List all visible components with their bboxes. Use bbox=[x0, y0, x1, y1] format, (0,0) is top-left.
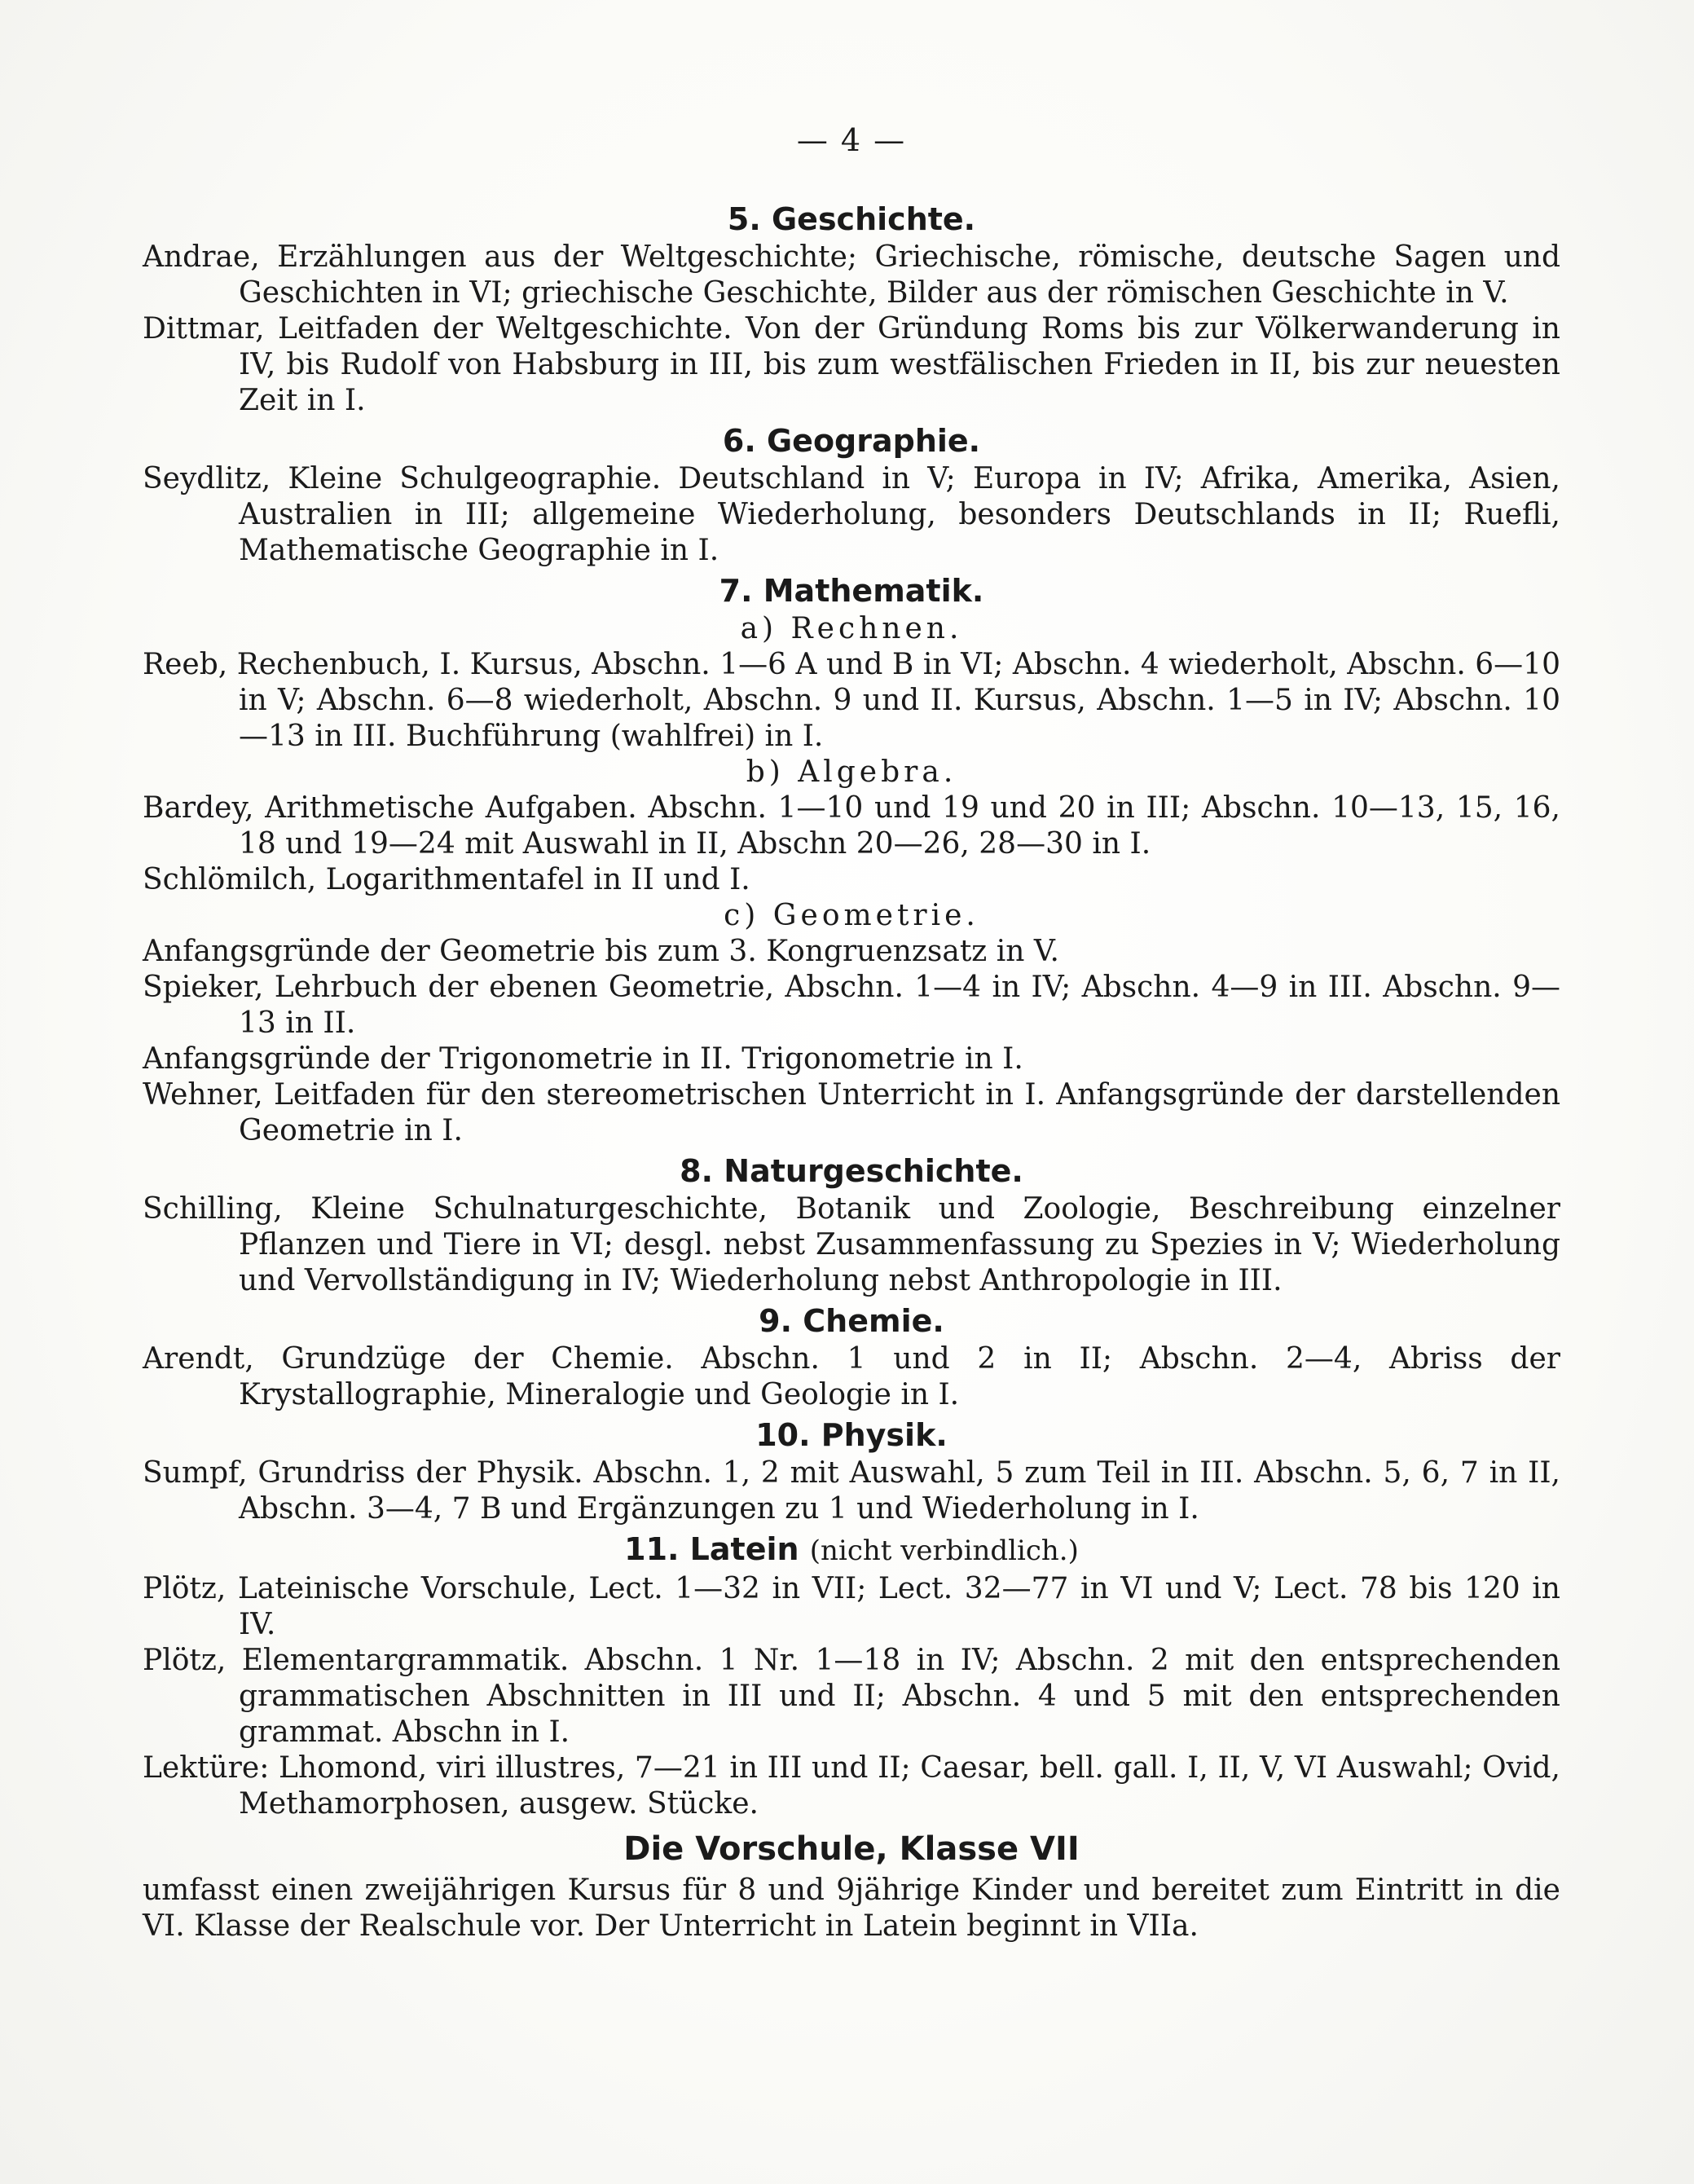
entry-schilling: Schilling, Kleine Schulnaturgeschichte, Botanik und Zoologie, Beschreibung einzelner Pflanzen und Tiere in VI; desgl. nebst Zusammenfassung zu Spezies in V; Wiederholung und Vervollständigung in IV; Wiederholung nebst Anthropologie in III. bbox=[143, 1192, 1560, 1297]
page-number: — 4 — bbox=[796, 122, 907, 158]
entry-spieker: Spieker, Lehrbuch der ebenen Geometrie, Abschn. 1—4 in IV; Abschn. 4—9 in III. Abschn. 9—13 in II. bbox=[143, 971, 1560, 1040]
subsection-rechnen: a) Rechnen. bbox=[740, 612, 963, 645]
entry-lektuere: Lektüre: Lhomond, viri illustres, 7—21 in III und II; Caesar, bell. gall. I, II, V, VI Auswahl; Ovid, Methamorphosen, ausgew. Stücke. bbox=[143, 1751, 1560, 1821]
entry-bardey: Bardey, Arithmetische Aufgaben. Abschn. 1—10 und 19 und 20 in III; Abschn. 10—13, 15, 16, 18 und 19—24 mit Auswahl in II, Abschn 20—26, 28—30 in I. bbox=[143, 791, 1560, 861]
entry-wehner: Wehner, Leitfaden für den stereometrischen Unterricht in I. Anfangsgründe der darstellenden Geometrie in I. bbox=[143, 1078, 1560, 1147]
entry-schloemilch: Schlömilch, Logarithmentafel in II und I. bbox=[143, 863, 750, 896]
subsection-algebra: b) Algebra. bbox=[746, 755, 957, 789]
text-column bbox=[143, 114, 1560, 1944]
latein-title: 11. Latein bbox=[624, 1531, 799, 1567]
latein-note: (nicht verbindlich.) bbox=[809, 1535, 1079, 1567]
section-title-naturgeschichte: 8. Naturgeschichte. bbox=[680, 1153, 1023, 1189]
vorschule-title: Die Vorschule, Klasse VII bbox=[623, 1830, 1080, 1868]
section-title-chemie: 9. Chemie. bbox=[759, 1303, 944, 1339]
section-title-latein bbox=[143, 1530, 1560, 1570]
entry-ploetz-vorschule: Plötz, Lateinische Vorschule, Lect. 1—32 in VII; Lect. 32—77 in VI und V; Lect. 78 bis 120 in IV. bbox=[143, 1572, 1560, 1641]
section-title-geschichte: 5. Geschichte. bbox=[727, 201, 976, 237]
entry-andrae: Andrae, Erzählungen aus der Weltgeschichte; Griechische, römische, deutsche Sagen und Geschichten in VI; griechische Geschichte, Bilder aus der römischen Geschichte in V. bbox=[143, 240, 1560, 310]
entry-seydlitz: Seydlitz, Kleine Schulgeographie. Deutschland in V; Europa in IV; Afrika, Amerika, Asien, Australien in III; allgemeine Wiederholung, besonders Deutschlands in II; Ruefli, Mathematische Geographie in I. bbox=[143, 462, 1560, 567]
section-title-geographie: 6. Geographie. bbox=[722, 423, 981, 459]
entry-reeb: Reeb, Rechenbuch, I. Kursus, Abschn. 1—6 A und B in VI; Abschn. 4 wiederholt, Abschn. 6—10 in V; Abschn. 6—8 wiederholt, Abschn. 9 und II. Kursus, Abschn. 1—5 in IV; Abschn. 10—13 in III. Buchführung (wahlfrei) in I. bbox=[143, 648, 1560, 753]
subsection-geometrie: c) Geometrie. bbox=[724, 899, 979, 932]
entry-arendt: Arendt, Grundzüge der Chemie. Abschn. 1 und 2 in II; Abschn. 2—4, Abriss der Krystallographie, Mineralogie und Geologie in I. bbox=[143, 1342, 1560, 1411]
entry-trigonometrie: Anfangsgründe der Trigonometrie in II. Trigonometrie in I. bbox=[143, 1042, 1023, 1076]
section-title-physik: 10. Physik. bbox=[755, 1417, 948, 1453]
entry-anfangsgruende-geometrie: Anfangsgründe der Geometrie bis zum 3. Kongruenzsatz in V. bbox=[143, 935, 1059, 968]
section-title-mathematik: 7. Mathematik. bbox=[719, 573, 984, 609]
entry-dittmar: Dittmar, Leitfaden der Weltgeschichte. Von der Gründung Roms bis zur Völkerwanderung in IV, bis Rudolf von Habsburg in III, bis zum westfälischen Frieden in II, bis zur neuesten Zeit in I. bbox=[143, 312, 1560, 417]
entry-ploetz-elementargrammatik: Plötz, Elementargrammatik. Abschn. 1 Nr. 1—18 in IV; Abschn. 2 mit den entsprechenden grammatischen Abschnitten in III und II; Abschn. 4 und 5 mit den entsprechenden grammat. Abschn in I. bbox=[143, 1644, 1560, 1749]
entry-sumpf: Sumpf, Grundriss der Physik. Abschn. 1, 2 mit Auswahl, 5 zum Teil in III. Abschn. 5, 6, 7 in II, Abschn. 3—4, 7 B und Ergänzungen zu 1 und Wiederholung in I. bbox=[143, 1456, 1560, 1526]
vorschule-text: umfasst einen zweijährigen Kursus für 8 und 9jährige Kinder und bereitet zum Eintritt in die VI. Klasse der Realschule vor. Der Unterricht in Latein beginnt in VIIa. bbox=[143, 1874, 1560, 1943]
